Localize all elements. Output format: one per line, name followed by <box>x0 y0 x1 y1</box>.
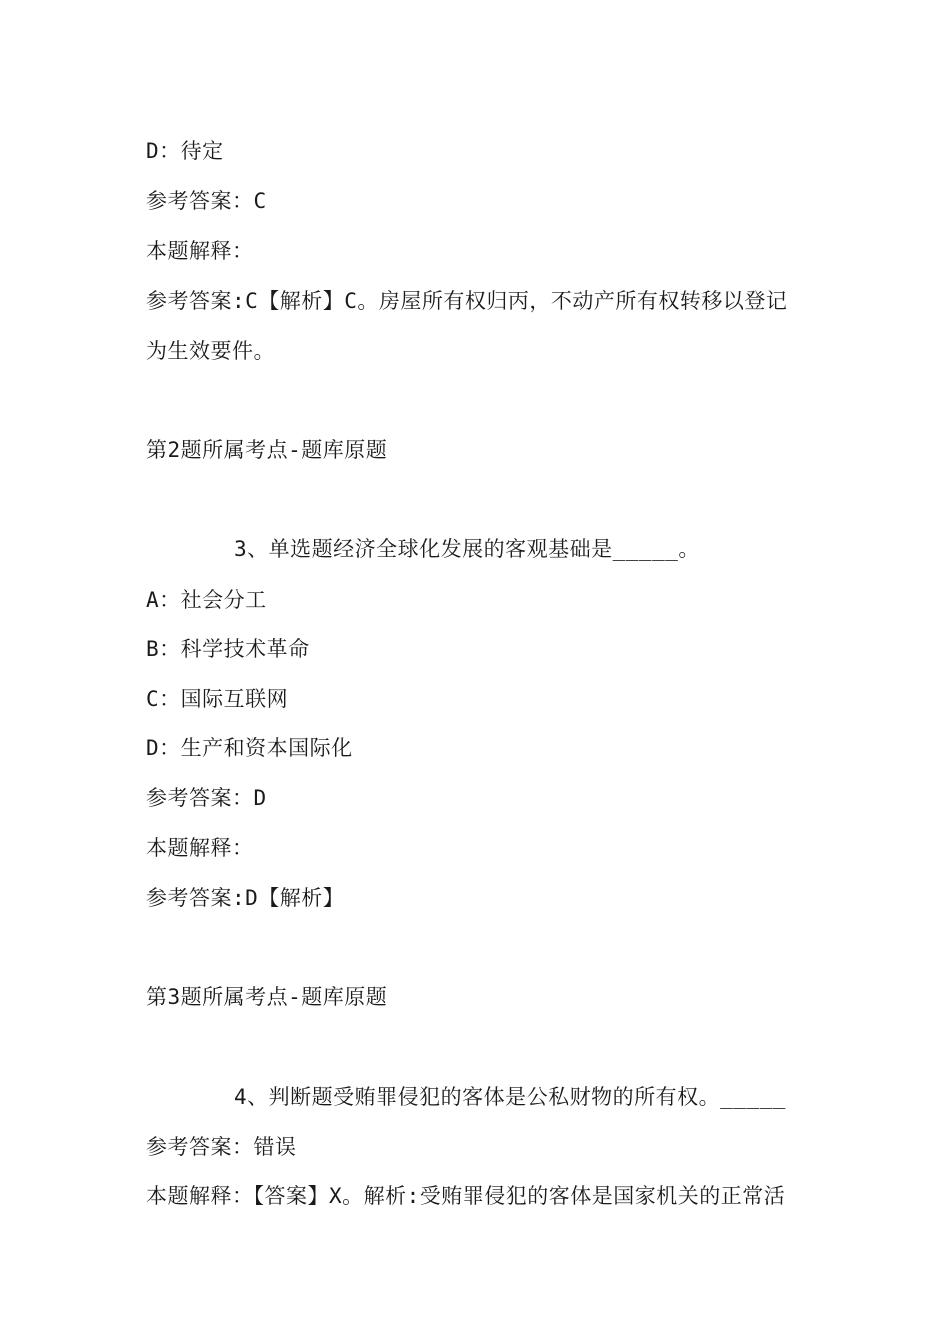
q4-answer: 参考答案：错误 <box>146 1135 297 1159</box>
q4-question: 4、判断题受贿罪侵犯的客体是公私财物的所有权。_____ <box>234 1085 786 1109</box>
q3-option-c: C：国际互联网 <box>146 687 289 711</box>
q3-question: 3、单选题经济全球化发展的客观基础是_____。 <box>234 537 700 561</box>
q3-explanation-label: 本题解释： <box>146 836 254 860</box>
q2-explanation-label: 本题解释： <box>146 239 254 263</box>
q3-topic: 第3题所属考点-题库原题 <box>146 985 388 1009</box>
q2-option-d: D：待定 <box>146 139 224 163</box>
q4-explanation: 本题解释：【答案】X。解析:受贿罪侵犯的客体是国家机关的正常活 <box>146 1184 786 1208</box>
q2-answer: 参考答案：C <box>146 189 267 213</box>
q3-option-a: A：社会分工 <box>146 588 267 612</box>
q3-explanation: 参考答案:D【解析】 <box>146 886 345 910</box>
q3-option-d: D：生产和资本国际化 <box>146 736 353 760</box>
q2-explanation-line1: 参考答案:C【解析】C。房屋所有权归丙，不动产所有权转移以登记 <box>146 289 788 313</box>
q3-answer: 参考答案：D <box>146 786 267 810</box>
q2-topic: 第2题所属考点-题库原题 <box>146 438 388 462</box>
q2-explanation-line2: 为生效要件。 <box>146 339 275 363</box>
q3-option-b: B：科学技术革命 <box>146 637 310 661</box>
